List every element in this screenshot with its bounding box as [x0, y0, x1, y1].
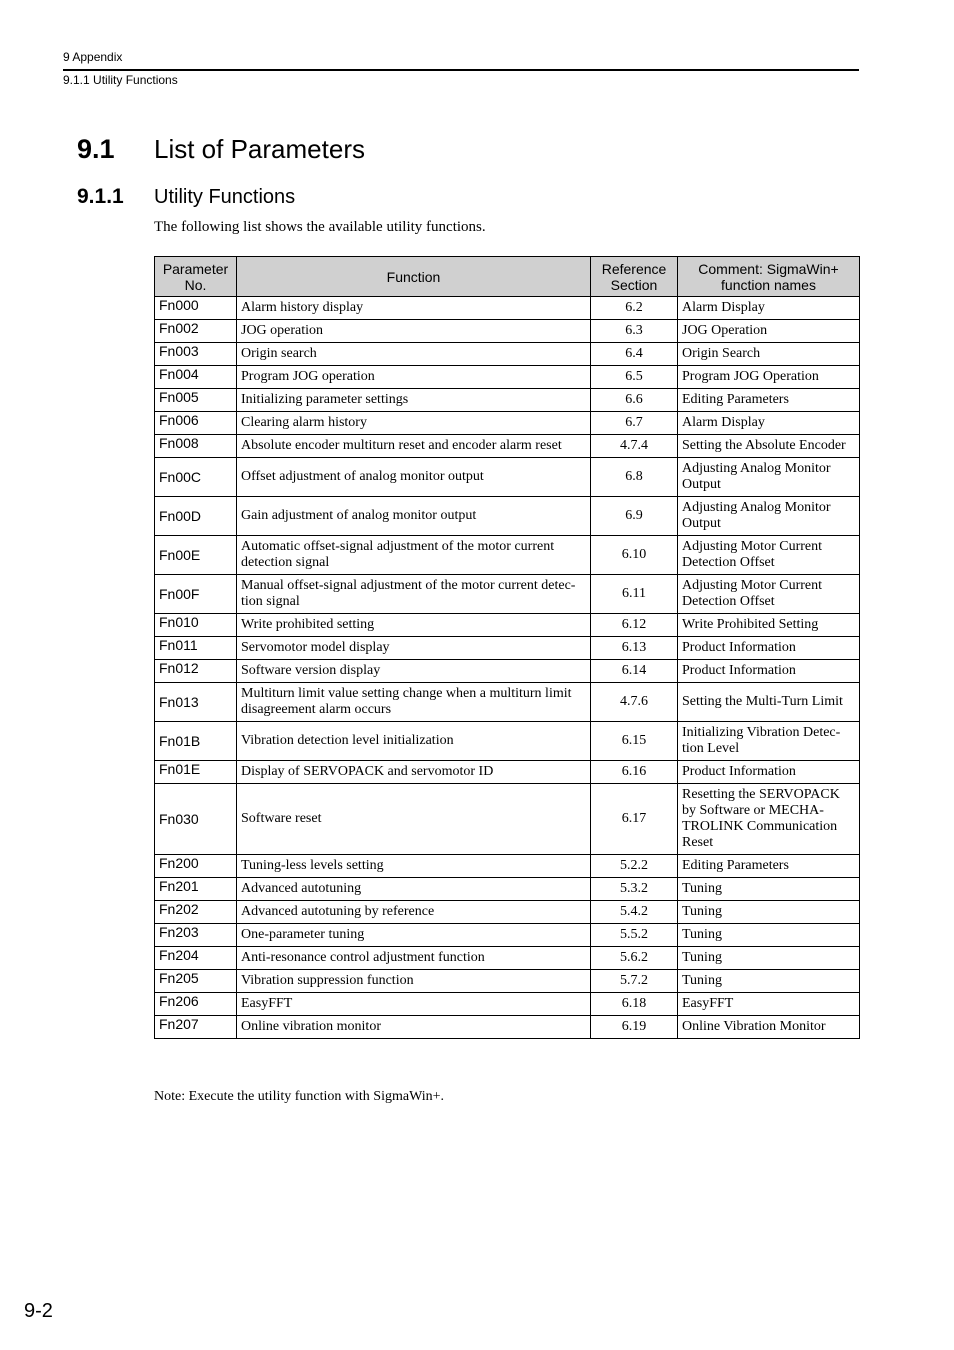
function-cell: Program JOG operation	[237, 366, 591, 389]
function-cell: Initializing parameter settings	[237, 389, 591, 412]
comment-cell: Program JOG Operation	[678, 366, 860, 389]
table-header-row	[155, 257, 860, 297]
subsection-number: 9.1.1	[77, 185, 124, 208]
comment-cell: Tuning	[678, 901, 860, 924]
function-cell: Alarm history display	[237, 297, 591, 320]
reference-section-cell: 6.7	[591, 412, 678, 435]
reference-section-cell: 6.18	[591, 993, 678, 1016]
reference-section-cell: 5.5.2	[591, 924, 678, 947]
comment-cell: Adjusting Analog Monitor Output	[678, 458, 860, 497]
parameter-no-cell: Fn202	[155, 901, 237, 924]
parameter-no-cell: Fn004	[155, 366, 237, 389]
comment-cell: Initializing Vibration Detec- tion Level	[678, 722, 860, 761]
table-row	[155, 575, 860, 614]
running-header-chapter: 9 Appendix	[63, 50, 123, 64]
parameter-no-cell: Fn006	[155, 412, 237, 435]
reference-section-cell: 5.2.2	[591, 855, 678, 878]
reference-section-cell: 6.8	[591, 458, 678, 497]
reference-section-cell: 6.19	[591, 1016, 678, 1039]
table-row	[155, 924, 860, 947]
table-row	[155, 947, 860, 970]
column-header-comment: Comment: SigmaWin+ function names	[678, 257, 860, 297]
function-cell: Vibration detection level initialization	[237, 722, 591, 761]
comment-cell: Origin Search	[678, 343, 860, 366]
table-row	[155, 1016, 860, 1039]
comment-cell: Resetting the SERVOPACK by Software or MECHA- TROLINK Communication Reset	[678, 784, 860, 855]
column-header-parameter-no: Parameter No.	[155, 257, 237, 297]
reference-section-cell: 6.10	[591, 536, 678, 575]
parameter-no-cell: Fn205	[155, 970, 237, 993]
running-header-section: 9.1.1 Utility Functions	[63, 73, 178, 87]
comment-cell: Setting the Multi-Turn Limit	[678, 683, 860, 722]
function-cell: Write prohibited setting	[237, 614, 591, 637]
function-cell: EasyFFT	[237, 993, 591, 1016]
comment-cell: Adjusting Motor Current Detection Offset	[678, 536, 860, 575]
parameter-no-cell: Fn01B	[155, 722, 237, 761]
comment-cell: Setting the Absolute Encoder	[678, 435, 860, 458]
table-row	[155, 366, 860, 389]
parameter-no-cell: Fn201	[155, 878, 237, 901]
reference-section-cell: 6.13	[591, 637, 678, 660]
function-cell: One-parameter tuning	[237, 924, 591, 947]
utility-functions-table	[154, 256, 860, 1039]
page-number: 9-2	[24, 1300, 53, 1322]
function-cell: Online vibration monitor	[237, 1016, 591, 1039]
comment-cell: Adjusting Analog Monitor Output	[678, 497, 860, 536]
comment-cell: JOG Operation	[678, 320, 860, 343]
reference-section-cell: 6.17	[591, 784, 678, 855]
parameter-no-cell: Fn008	[155, 435, 237, 458]
section-heading	[77, 131, 365, 167]
reference-section-cell: 6.15	[591, 722, 678, 761]
reference-section-cell: 5.3.2	[591, 878, 678, 901]
parameter-no-cell: Fn013	[155, 683, 237, 722]
function-cell: Multiturn limit value setting change when a multiturn limit disagreement alarm occurs	[237, 683, 591, 722]
parameter-no-cell: Fn206	[155, 993, 237, 1016]
table-row	[155, 878, 860, 901]
reference-section-cell: 6.11	[591, 575, 678, 614]
table-row	[155, 660, 860, 683]
comment-cell: Online Vibration Monitor	[678, 1016, 860, 1039]
subsection-title: Utility Functions	[154, 185, 296, 208]
comment-cell: Product Information	[678, 660, 860, 683]
function-cell: Gain adjustment of analog monitor output	[237, 497, 591, 536]
parameter-no-cell: Fn005	[155, 389, 237, 412]
reference-section-cell: 6.2	[591, 297, 678, 320]
parameter-no-cell: Fn000	[155, 297, 237, 320]
function-cell: Origin search	[237, 343, 591, 366]
parameter-no-cell: Fn00C	[155, 458, 237, 497]
comment-cell: Alarm Display	[678, 297, 860, 320]
reference-section-cell: 6.5	[591, 366, 678, 389]
parameter-no-cell: Fn200	[155, 855, 237, 878]
parameter-no-cell: Fn003	[155, 343, 237, 366]
table-row	[155, 901, 860, 924]
reference-section-cell: 4.7.6	[591, 683, 678, 722]
reference-section-cell: 4.7.4	[591, 435, 678, 458]
function-cell: Display of SERVOPACK and servomotor ID	[237, 761, 591, 784]
function-cell: Manual offset-signal adjustment of the motor current detec- tion signal	[237, 575, 591, 614]
parameter-no-cell: Fn002	[155, 320, 237, 343]
comment-cell: Adjusting Motor Current Detection Offset	[678, 575, 860, 614]
table-row	[155, 412, 860, 435]
reference-section-cell: 6.6	[591, 389, 678, 412]
table-row	[155, 435, 860, 458]
table-row	[155, 614, 860, 637]
table-note: Note: Execute the utility function with SigmaWin+.	[154, 1089, 445, 1104]
comment-cell: Tuning	[678, 970, 860, 993]
function-cell: Absolute encoder multiturn reset and encoder alarm reset	[237, 435, 591, 458]
table-row	[155, 761, 860, 784]
comment-cell: Tuning	[678, 947, 860, 970]
table-row	[155, 297, 860, 320]
parameter-no-cell: Fn012	[155, 660, 237, 683]
function-cell: Advanced autotuning by reference	[237, 901, 591, 924]
table-row	[155, 970, 860, 993]
function-cell: Software reset	[237, 784, 591, 855]
reference-section-cell: 5.7.2	[591, 970, 678, 993]
column-header-reference-section: Reference Section	[591, 257, 678, 297]
section-title: List of Parameters	[154, 133, 365, 164]
function-cell: JOG operation	[237, 320, 591, 343]
function-cell: Automatic offset-signal adjustment of the motor current detection signal	[237, 536, 591, 575]
table-row	[155, 458, 860, 497]
parameter-no-cell: Fn204	[155, 947, 237, 970]
table-row	[155, 320, 860, 343]
parameter-no-cell: Fn01E	[155, 761, 237, 784]
function-cell: Clearing alarm history	[237, 412, 591, 435]
reference-section-cell: 6.9	[591, 497, 678, 536]
header-rule	[63, 69, 859, 71]
comment-cell: Editing Parameters	[678, 855, 860, 878]
function-cell: Software version display	[237, 660, 591, 683]
table-row	[155, 536, 860, 575]
parameter-no-cell: Fn203	[155, 924, 237, 947]
table-row	[155, 784, 860, 855]
function-cell: Offset adjustment of analog monitor output	[237, 458, 591, 497]
comment-cell: Tuning	[678, 924, 860, 947]
table-row	[155, 855, 860, 878]
parameter-no-cell: Fn00D	[155, 497, 237, 536]
column-header-function: Function	[237, 257, 591, 297]
parameter-no-cell: Fn011	[155, 637, 237, 660]
section-number: 9.1	[77, 133, 115, 164]
parameter-no-cell: Fn207	[155, 1016, 237, 1039]
reference-section-cell: 5.6.2	[591, 947, 678, 970]
function-cell: Vibration suppression function	[237, 970, 591, 993]
parameter-no-cell: Fn010	[155, 614, 237, 637]
function-cell: Tuning-less levels setting	[237, 855, 591, 878]
reference-section-cell: 6.12	[591, 614, 678, 637]
table-row	[155, 993, 860, 1016]
reference-section-cell: 6.4	[591, 343, 678, 366]
table-row	[155, 637, 860, 660]
comment-cell: Write Prohibited Setting	[678, 614, 860, 637]
subsection-heading	[77, 183, 295, 211]
function-cell: Servomotor model display	[237, 637, 591, 660]
parameter-no-cell: Fn030	[155, 784, 237, 855]
table-row	[155, 343, 860, 366]
comment-cell: Product Information	[678, 761, 860, 784]
parameter-no-cell: Fn00E	[155, 536, 237, 575]
comment-cell: Product Information	[678, 637, 860, 660]
reference-section-cell: 6.3	[591, 320, 678, 343]
table-row	[155, 683, 860, 722]
comment-cell: Editing Parameters	[678, 389, 860, 412]
reference-section-cell: 6.14	[591, 660, 678, 683]
reference-section-cell: 5.4.2	[591, 901, 678, 924]
table-row	[155, 497, 860, 536]
comment-cell: Alarm Display	[678, 412, 860, 435]
table-row	[155, 722, 860, 761]
function-cell: Anti-resonance control adjustment function	[237, 947, 591, 970]
function-cell: Advanced autotuning	[237, 878, 591, 901]
intro-paragraph: The following list shows the available utility functions.	[154, 219, 486, 235]
parameter-no-cell: Fn00F	[155, 575, 237, 614]
reference-section-cell: 6.16	[591, 761, 678, 784]
table-body	[155, 297, 860, 1039]
comment-cell: EasyFFT	[678, 993, 860, 1016]
table-row	[155, 389, 860, 412]
comment-cell: Tuning	[678, 878, 860, 901]
